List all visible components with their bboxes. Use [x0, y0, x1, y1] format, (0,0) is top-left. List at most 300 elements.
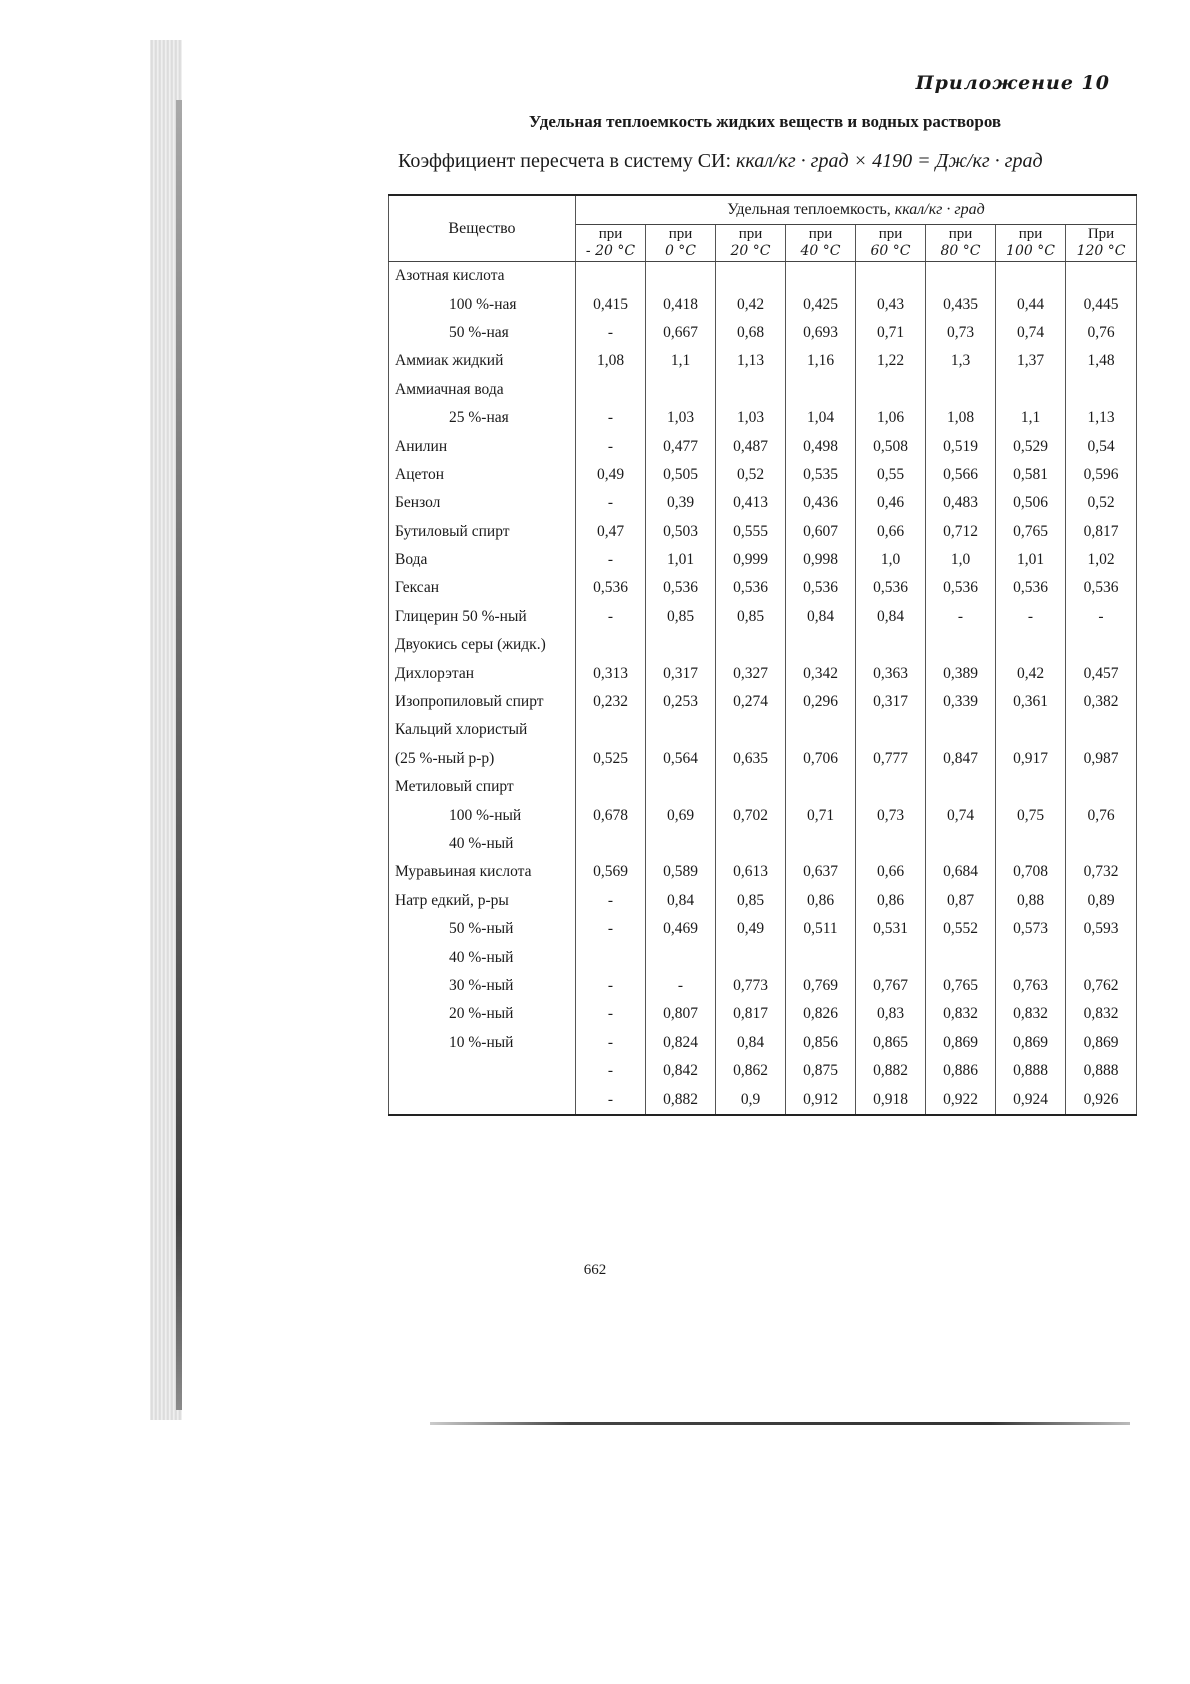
heat-capacity-value: 0,84 [716, 1029, 786, 1057]
substance-name: Бутиловый спирт [389, 518, 576, 546]
heat-capacity-value: 0,86 [856, 887, 926, 915]
table-row [389, 915, 1137, 943]
table-row [389, 262, 1137, 291]
heat-capacity-value [1066, 830, 1137, 858]
heat-capacity-value [996, 716, 1066, 744]
heat-capacity-value [996, 376, 1066, 404]
heat-capacity-value: 0,73 [926, 319, 996, 347]
substance-name [389, 1057, 576, 1085]
table-row [389, 773, 1137, 801]
heat-capacity-value: 0,49 [576, 461, 646, 489]
heat-capacity-value: 0,483 [926, 489, 996, 517]
heat-capacity-value: 0,536 [646, 574, 716, 602]
heat-capacity-value: 0,762 [1066, 972, 1137, 1000]
heat-capacity-value: 0,869 [926, 1029, 996, 1057]
temperature-header [786, 225, 856, 262]
temperature-prefix: при [878, 226, 903, 242]
heat-capacity-value [716, 716, 786, 744]
heat-capacity-value: 0,564 [646, 745, 716, 773]
heat-capacity-value: 0,457 [1066, 659, 1137, 687]
table-row [389, 943, 1137, 971]
temperature-value: 120 °C [1076, 243, 1126, 259]
heat-capacity-value: 1,08 [926, 404, 996, 432]
heat-capacity-value: 0,342 [786, 659, 856, 687]
heat-capacity-value: 0,865 [856, 1029, 926, 1057]
substance-name: Изопропиловый спирт [389, 688, 576, 716]
heat-capacity-value: 0,817 [716, 1000, 786, 1028]
heat-capacity-value: 0,525 [576, 745, 646, 773]
heat-capacity-value [576, 376, 646, 404]
heat-capacity-value: 0,508 [856, 432, 926, 460]
heat-capacity-value: 0,88 [996, 887, 1066, 915]
heat-capacity-value [926, 631, 996, 659]
heat-capacity-value: 0,76 [1066, 319, 1137, 347]
heat-capacity-value: 0,596 [1066, 461, 1137, 489]
heat-capacity-value: 0,69 [646, 801, 716, 829]
heat-capacity-value [1066, 262, 1137, 291]
heat-capacity-value: - [926, 603, 996, 631]
heat-capacity-value [996, 262, 1066, 291]
heat-capacity-value: - [576, 1057, 646, 1085]
table-row [389, 1057, 1137, 1085]
table-row [389, 1000, 1137, 1028]
table-row [389, 290, 1137, 318]
temperature-header [576, 225, 646, 262]
heat-capacity-value [1066, 631, 1137, 659]
substance-name: Ацетон [389, 461, 576, 489]
heat-capacity-value: 0,413 [716, 489, 786, 517]
heat-capacity-value [856, 830, 926, 858]
heat-capacity-value: 1,0 [926, 546, 996, 574]
heat-capacity-value: 0,85 [716, 887, 786, 915]
heat-capacity-value [926, 773, 996, 801]
heat-capacity-value: 0,477 [646, 432, 716, 460]
heat-capacity-value: 0,832 [996, 1000, 1066, 1028]
heat-capacity-value [576, 262, 646, 291]
heat-capacity-value [996, 830, 1066, 858]
substance-name: 10 %-ный [389, 1029, 576, 1057]
heat-capacity-value: 1,08 [576, 347, 646, 375]
table-row [389, 546, 1137, 574]
heat-capacity-value: 0,712 [926, 518, 996, 546]
substance-name: Муравьиная кислота [389, 858, 576, 886]
substance-name: 20 %-ный [389, 1000, 576, 1028]
table-row [389, 432, 1137, 460]
heat-capacity-value [646, 376, 716, 404]
heat-capacity-value: 0,54 [1066, 432, 1137, 460]
temperature-header [926, 225, 996, 262]
heat-capacity-value: 1,0 [856, 546, 926, 574]
heat-capacity-value: 0,573 [996, 915, 1066, 943]
heat-capacity-value: 0,76 [1066, 801, 1137, 829]
heat-capacity-value: 0,42 [716, 290, 786, 318]
heat-capacity-value: 0,86 [786, 887, 856, 915]
heat-capacity-value: 0,918 [856, 1085, 926, 1114]
heat-capacity-value: - [576, 432, 646, 460]
heat-capacity-value: - [996, 603, 1066, 631]
substance-name: (25 %-ный р-р) [389, 745, 576, 773]
heat-capacity-value: 0,66 [856, 518, 926, 546]
substance-name [389, 1085, 576, 1114]
heat-capacity-value [856, 773, 926, 801]
heat-capacity-value: 0,529 [996, 432, 1066, 460]
temperature-value: 0 °C [664, 243, 697, 259]
heat-capacity-value: 0,253 [646, 688, 716, 716]
heat-capacity-value [1066, 773, 1137, 801]
heat-capacity-value: 0,593 [1066, 915, 1137, 943]
heat-capacity-value: 0,505 [646, 461, 716, 489]
heat-capacity-value: - [576, 603, 646, 631]
heat-capacity-value: 0,637 [786, 858, 856, 886]
temperature-prefix: при [808, 226, 833, 242]
heat-capacity-value [1066, 376, 1137, 404]
heat-capacity-value: 0,85 [646, 603, 716, 631]
heat-capacity-value: 0,445 [1066, 290, 1137, 318]
table-row [389, 489, 1137, 517]
table-row [389, 574, 1137, 602]
heat-capacity-value: 0,83 [856, 1000, 926, 1028]
heat-capacity-value: 0,765 [996, 518, 1066, 546]
table-row [389, 745, 1137, 773]
heat-capacity-value: 0,847 [926, 745, 996, 773]
table-row [389, 518, 1137, 546]
heat-capacity-value: 0,767 [856, 972, 926, 1000]
heat-capacity-value: 0,89 [1066, 887, 1137, 915]
heat-capacity-value: 0,882 [646, 1085, 716, 1114]
heat-capacity-value: 0,469 [646, 915, 716, 943]
heat-capacity-value: 0,706 [786, 745, 856, 773]
heat-capacity-value [926, 716, 996, 744]
heat-capacity-value: 0,52 [1066, 489, 1137, 517]
heat-capacity-value: 0,856 [786, 1029, 856, 1057]
heat-capacity-value: 0,487 [716, 432, 786, 460]
heat-capacity-value: 0,363 [856, 659, 926, 687]
temperature-prefix: при [738, 226, 763, 242]
heat-capacity-value: 0,85 [716, 603, 786, 631]
temperature-header [1066, 225, 1137, 262]
substance-name: Бензол [389, 489, 576, 517]
heat-capacity-value [576, 716, 646, 744]
heat-capacity-value [646, 631, 716, 659]
heat-capacity-value: 0,536 [1066, 574, 1137, 602]
heat-capacity-value [786, 773, 856, 801]
heat-capacity-value: 0,817 [1066, 518, 1137, 546]
heat-capacity-value: 1,1 [996, 404, 1066, 432]
heat-capacity-value: - [1066, 603, 1137, 631]
temperature-prefix: при [668, 226, 693, 242]
heat-capacity-value: - [576, 1000, 646, 1028]
table-row [389, 1029, 1137, 1057]
substance-name: Дихлорэтан [389, 659, 576, 687]
heat-capacity-value: 0,55 [856, 461, 926, 489]
heat-capacity-value: 0,49 [716, 915, 786, 943]
heat-capacity-value: 0,763 [996, 972, 1066, 1000]
heat-capacity-value [786, 262, 856, 291]
heat-capacity-value: 0,339 [926, 688, 996, 716]
heat-capacity-value: 1,03 [716, 404, 786, 432]
heat-capacity-value: 0,708 [996, 858, 1066, 886]
table-row [389, 603, 1137, 631]
heat-capacity-value [856, 631, 926, 659]
heat-capacity-value: - [576, 1029, 646, 1057]
heat-capacity-value: 0,684 [926, 858, 996, 886]
heat-capacity-value: - [576, 1085, 646, 1114]
heat-capacity-value: 0,807 [646, 1000, 716, 1028]
heat-capacity-value: 0,296 [786, 688, 856, 716]
heat-capacity-value: 0,42 [996, 659, 1066, 687]
heat-capacity-value: 1,02 [1066, 546, 1137, 574]
heat-capacity-value: 1,03 [646, 404, 716, 432]
heat-capacity-value [926, 376, 996, 404]
substance-name: Гексан [389, 574, 576, 602]
heat-capacity-value: - [576, 404, 646, 432]
heat-capacity-value: 0,862 [716, 1057, 786, 1085]
heat-capacity-value: 0,418 [646, 290, 716, 318]
table-row [389, 319, 1137, 347]
heat-capacity-value: 1,37 [996, 347, 1066, 375]
heat-capacity-value: - [576, 887, 646, 915]
heat-capacity-value: 1,01 [996, 546, 1066, 574]
heat-capacity-table [388, 194, 1137, 1116]
heat-capacity-value: 0,882 [856, 1057, 926, 1085]
heat-capacity-value: 0,922 [926, 1085, 996, 1114]
scan-shadow-bottom [430, 1422, 1130, 1425]
heat-capacity-value: - [576, 489, 646, 517]
table-row [389, 1085, 1137, 1114]
substance-name: 40 %-ный [389, 943, 576, 971]
heat-capacity-value: 0,436 [786, 489, 856, 517]
heat-capacity-value: 0,68 [716, 319, 786, 347]
heat-capacity-value [646, 716, 716, 744]
heat-capacity-value: 0,589 [646, 858, 716, 886]
heat-capacity-value [786, 943, 856, 971]
heat-capacity-value: 0,52 [716, 461, 786, 489]
table-row [389, 376, 1137, 404]
heat-capacity-value: 0,917 [996, 745, 1066, 773]
temperature-value: 60 °C [870, 243, 911, 259]
heat-capacity-value: 0,869 [1066, 1029, 1137, 1057]
heat-capacity-value: 0,769 [786, 972, 856, 1000]
substance-name: Аммиак жидкий [389, 347, 576, 375]
heat-capacity-value: 0,581 [996, 461, 1066, 489]
heat-capacity-value: 0,232 [576, 688, 646, 716]
heat-capacity-value: 0,74 [926, 801, 996, 829]
heat-capacity-value: 0,313 [576, 659, 646, 687]
temperature-prefix: при [598, 226, 623, 242]
substance-name: Глицерин 50 %-ный [389, 603, 576, 631]
heat-capacity-value [646, 262, 716, 291]
heat-capacity-value: 0,869 [996, 1029, 1066, 1057]
substance-name: Двуокись серы (жидк.) [389, 631, 576, 659]
heat-capacity-value: 0,765 [926, 972, 996, 1000]
heat-capacity-value: 0,498 [786, 432, 856, 460]
temperature-value: 80 °C [940, 243, 981, 259]
heat-capacity-value: 0,73 [856, 801, 926, 829]
substance-column-header: Вещество [389, 195, 576, 262]
substance-name: Вода [389, 546, 576, 574]
heat-capacity-value [716, 830, 786, 858]
temperature-header [716, 225, 786, 262]
heat-capacity-value: 1,16 [786, 347, 856, 375]
heat-capacity-value [856, 716, 926, 744]
heat-capacity-value: 0,317 [646, 659, 716, 687]
heat-capacity-value [996, 631, 1066, 659]
heat-capacity-value: 0,536 [576, 574, 646, 602]
heat-capacity-value: 0,47 [576, 518, 646, 546]
heat-capacity-value [716, 943, 786, 971]
heat-capacity-value: 0,9 [716, 1085, 786, 1114]
heat-capacity-value: 1,13 [1066, 404, 1137, 432]
scan-shadow-edge [150, 40, 182, 1420]
heat-capacity-value [856, 376, 926, 404]
heat-capacity-value [716, 376, 786, 404]
substance-name: 100 %-ная [389, 290, 576, 318]
heat-capacity-value: 0,535 [786, 461, 856, 489]
temperature-header [996, 225, 1066, 262]
heat-capacity-value [996, 773, 1066, 801]
heat-capacity-value: 1,01 [646, 546, 716, 574]
heat-capacity-value: 0,693 [786, 319, 856, 347]
heat-capacity-value [716, 262, 786, 291]
heat-capacity-value: 0,435 [926, 290, 996, 318]
table-row [389, 347, 1137, 375]
heat-capacity-value: 0,39 [646, 489, 716, 517]
heat-capacity-value: 0,926 [1066, 1085, 1137, 1114]
heat-capacity-value [576, 943, 646, 971]
substance-name: Натр едкий, р-ры [389, 887, 576, 915]
heat-capacity-value: 0,531 [856, 915, 926, 943]
heat-capacity-value: - [646, 972, 716, 1000]
heat-capacity-value: 1,3 [926, 347, 996, 375]
temperature-prefix: при [948, 226, 973, 242]
substance-name: Азотная кислота [389, 262, 576, 291]
heat-capacity-value: 0,875 [786, 1057, 856, 1085]
heat-capacity-value: 0,46 [856, 489, 926, 517]
heat-capacity-value [576, 830, 646, 858]
heat-capacity-value: - [576, 915, 646, 943]
heat-capacity-value: 0,832 [926, 1000, 996, 1028]
heat-capacity-value: 0,75 [996, 801, 1066, 829]
heat-capacity-value: 0,87 [926, 887, 996, 915]
substance-name: Анилин [389, 432, 576, 460]
heat-capacity-value: 0,773 [716, 972, 786, 1000]
heat-capacity-value: 0,678 [576, 801, 646, 829]
heat-capacity-value: 1,04 [786, 404, 856, 432]
heat-capacity-value [716, 773, 786, 801]
temperature-value: 20 °C [730, 243, 771, 259]
group-header-unit: ккал/кг · град [894, 201, 985, 218]
substance-name: Метиловый спирт [389, 773, 576, 801]
heat-capacity-value: 0,826 [786, 1000, 856, 1028]
heat-capacity-value: - [576, 546, 646, 574]
heat-capacity-value [646, 773, 716, 801]
page-title: Удельная теплоемкость жидких веществ и водных растворов [528, 112, 1002, 131]
heat-capacity-value: 0,74 [996, 319, 1066, 347]
heat-capacity-value: 0,886 [926, 1057, 996, 1085]
substance-name: 50 %-ный [389, 915, 576, 943]
heat-capacity-value: - [576, 319, 646, 347]
temperature-prefix: при [1018, 226, 1043, 242]
heat-capacity-value: 0,317 [856, 688, 926, 716]
heat-capacity-value: 0,702 [716, 801, 786, 829]
heat-capacity-value [926, 943, 996, 971]
heat-capacity-value: 0,66 [856, 858, 926, 886]
table-row [389, 404, 1137, 432]
heat-capacity-value [716, 631, 786, 659]
heat-capacity-value [786, 631, 856, 659]
heat-capacity-value: 1,06 [856, 404, 926, 432]
heat-capacity-value: 0,425 [786, 290, 856, 318]
heat-capacity-value: 1,1 [646, 347, 716, 375]
heat-capacity-value: 0,566 [926, 461, 996, 489]
heat-capacity-value [1066, 716, 1137, 744]
heat-capacity-value: 0,607 [786, 518, 856, 546]
heat-capacity-value: 0,667 [646, 319, 716, 347]
table-row [389, 801, 1137, 829]
substance-name: 50 %-ная [389, 319, 576, 347]
heat-capacity-value: 0,43 [856, 290, 926, 318]
coefficient-prefix: Коэффициент пересчета в систему СИ: [398, 150, 732, 172]
heat-capacity-value [786, 716, 856, 744]
heat-capacity-value: 0,824 [646, 1029, 716, 1057]
heat-capacity-value: 0,361 [996, 688, 1066, 716]
heat-capacity-value: 0,832 [1066, 1000, 1137, 1028]
heat-capacity-value: 0,552 [926, 915, 996, 943]
heat-capacity-value [1066, 943, 1137, 971]
heat-capacity-value: 0,536 [716, 574, 786, 602]
heat-capacity-value: 0,519 [926, 432, 996, 460]
table-row [389, 688, 1137, 716]
heat-capacity-value: 0,536 [996, 574, 1066, 602]
heat-capacity-value: 0,998 [786, 546, 856, 574]
heat-capacity-value: 0,511 [786, 915, 856, 943]
heat-capacity-value: 0,999 [716, 546, 786, 574]
heat-capacity-value: 1,22 [856, 347, 926, 375]
heat-capacity-value: 0,71 [856, 319, 926, 347]
table-row [389, 659, 1137, 687]
heat-capacity-value: 0,842 [646, 1057, 716, 1085]
table-row [389, 887, 1137, 915]
substance-name: 100 %-ный [389, 801, 576, 829]
heat-capacity-value: - [576, 972, 646, 1000]
heat-capacity-value: 0,327 [716, 659, 786, 687]
substance-name: Кальций хлористый [389, 716, 576, 744]
heat-capacity-value: 0,71 [786, 801, 856, 829]
heat-capacity-value [786, 830, 856, 858]
temperature-prefix: При [1087, 226, 1115, 242]
heat-capacity-value: 0,924 [996, 1085, 1066, 1114]
substance-name: 40 %-ный [389, 830, 576, 858]
heat-capacity-value: 0,84 [786, 603, 856, 631]
table-row [389, 830, 1137, 858]
heat-capacity-value: 0,569 [576, 858, 646, 886]
heat-capacity-value: 0,987 [1066, 745, 1137, 773]
heat-capacity-value: 0,732 [1066, 858, 1137, 886]
temperature-header [856, 225, 926, 262]
temperature-value: 100 °C [1006, 243, 1055, 259]
page-number: 662 [583, 1262, 607, 1278]
heat-capacity-value [576, 773, 646, 801]
heat-capacity-value: 1,48 [1066, 347, 1137, 375]
heat-capacity-value: 0,415 [576, 290, 646, 318]
heat-capacity-value: 0,635 [716, 745, 786, 773]
heat-capacity-value: 0,888 [996, 1057, 1066, 1085]
heat-capacity-group-header [576, 195, 1137, 225]
heat-capacity-value: 0,84 [646, 887, 716, 915]
heat-capacity-value [926, 830, 996, 858]
heat-capacity-value: 0,274 [716, 688, 786, 716]
table-row [389, 858, 1137, 886]
